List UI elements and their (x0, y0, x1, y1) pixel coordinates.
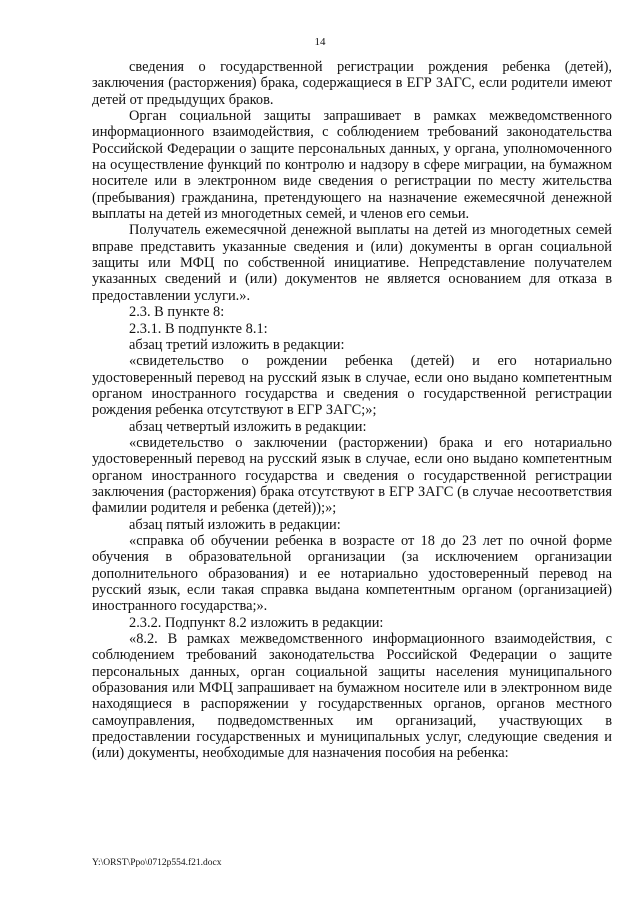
paragraph-11: «справка об обучении ребенка в возрасте от 18 до 23 лет по очной форме обучения в образовательной организации (за исключением организации дополнительного образования) и ее нотариально удостоверенный перевод на русский язык, если такая справка выдана компетентным органом (организацией) иностранного государства;». (92, 532, 612, 615)
page-number: 14 (314, 36, 326, 48)
paragraph-7: «свидетельство о рождении ребенка (детей) и его нотариально удостоверенный перевод на русский язык в случае, если оно выдано компетентным органом иностранного государства и сведения о государственной регистрации рождения ребенка отсутствуют в ЕГР ЗАГС;»; (92, 353, 612, 419)
paragraph-8: абзац четвертый изложить в редакции: (129, 418, 367, 435)
paragraph-5: 2.3.1. В подпункте 8.1: (129, 320, 268, 337)
paragraph-4: 2.3. В пункте 8: (129, 304, 225, 321)
paragraph-12: 2.3.2. Подпункт 8.2 изложить в редакции: (129, 614, 384, 631)
paragraph-2: Орган социальной защиты запрашивает в рамках межведомственного информационного взаимодействия, с соблюдением требований законодательства Российской Федерации о защите персональных данных, у органа, уполномоченного на осуществление функций по контролю и надзору в сфере миграции, на бумажном носителе или в электронном виде сведения о регистрации по месту жительства (пребывания) гражданина, претендующего на назначение ежемесячной денежной выплаты на детей из многодетных семей, и членов его семьи. (92, 108, 612, 223)
paragraph-10: абзац пятый изложить в редакции: (129, 516, 341, 533)
paragraph-9: «свидетельство о заключении (расторжении) брака и его нотариально удостоверенный перевод на русский язык в случае, если оно выдано компетентным органом иностранного государства и сведения о государственной регистрации заключения (расторжения) брака отсутствуют в ЕГР ЗАГС (в случае несоответствия фамилии родителя и ребенка (детей));»; (92, 434, 612, 517)
paragraph-3: Получатель ежемесячной денежной выплаты на детей из многодетных семей вправе представить указанные сведения и (или) документы в орган социальной защиты или МФЦ по собственной инициативе. Непредставление получателем указанных сведений и (или) документов не является основанием для отказа в предоставлении услуги.». (92, 222, 612, 304)
document-body (92, 59, 612, 762)
paragraph-13: «8.2. В рамках межведомственного информационного взаимодействия, с соблюдением требований законодательства Российской Федерации о защите персональных данных, орган социальной защиты населения муниципального образования или МФЦ запрашивает на бумажном носителе или в электронном виде находящиеся в распоряжении у государственных органов, органов местного самоуправления, подведомственных им организаций, участвующих в предоставлении государственных и муниципальных услуг, следующие сведения и (или) документы, необходимые для назначения пособия на ребенка: (92, 631, 612, 762)
footer-file-path: Y:\ORST\Ppo\0712p554.f21.docx (92, 858, 222, 868)
paragraph-1: сведения о государственной регистрации рождения ребенка (детей), заключения (расторжения) брака, содержащиеся в ЕГР ЗАГС, если родители имеют детей от предыдущих браков. (92, 59, 612, 108)
paragraph-6: абзац третий изложить в редакции: (129, 336, 345, 353)
